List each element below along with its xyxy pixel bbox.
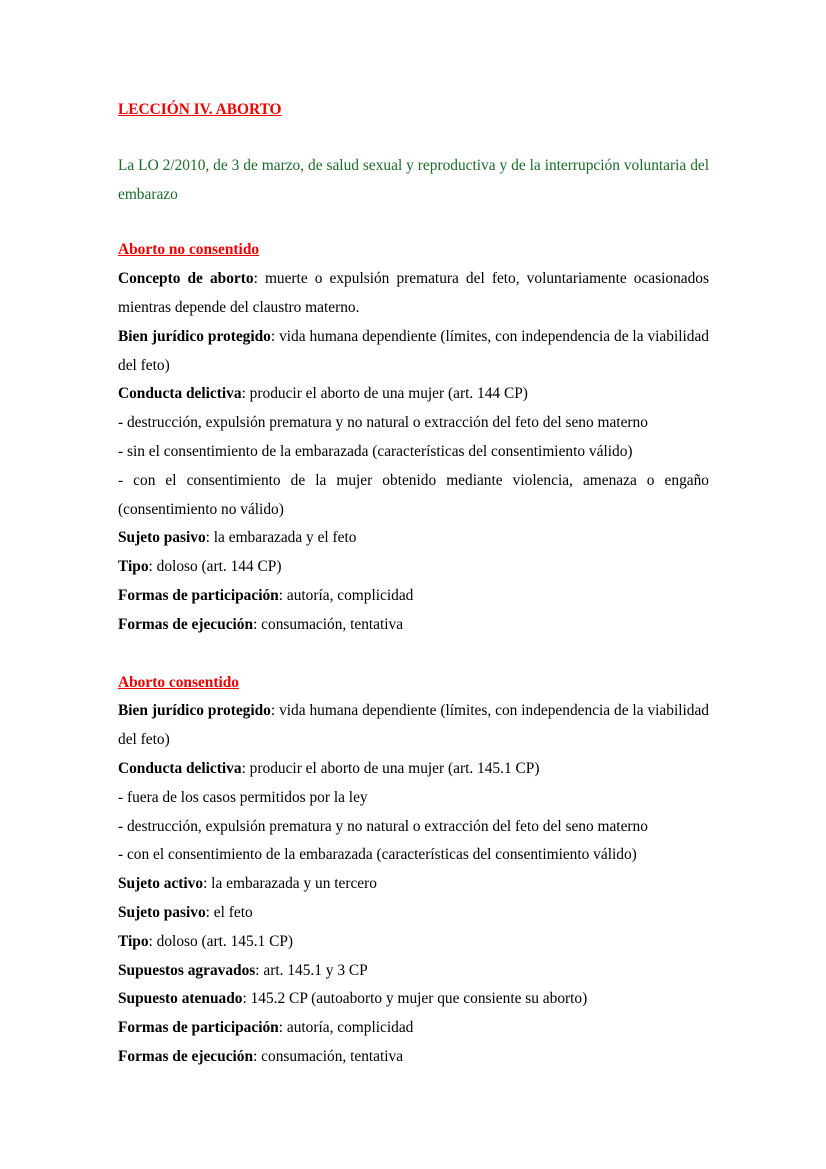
list-item xyxy=(118,438,709,467)
item-text: : autoría, complicidad xyxy=(278,1019,414,1037)
item-text: : vida humana dependiente (límites, con independencia de la viabilidad del feto) xyxy=(118,702,709,749)
list-item xyxy=(118,899,709,928)
item-term: Supuestos agravados xyxy=(118,961,256,979)
item-text: : la embarazada y un tercero xyxy=(203,875,377,893)
item-text: : vida humana dependiente (límites, con independencia de la viabilidad del feto) xyxy=(118,327,709,374)
item-text: : doloso (art. 145.1 CP) xyxy=(148,932,294,950)
item-text: - destrucción, expulsión prematura y no natural o extracción del feto del seno materno xyxy=(118,414,648,432)
item-text: : la embarazada y el feto xyxy=(205,529,357,547)
list-item xyxy=(118,985,709,1014)
item-term: Tipo xyxy=(118,932,149,950)
item-text: : producir el aborto de una mujer (art. 145.1 CP) xyxy=(241,759,540,777)
list-item xyxy=(118,1043,709,1072)
item-term: Bien jurídico protegido xyxy=(118,327,271,345)
list-item xyxy=(118,380,709,409)
list-item xyxy=(118,957,709,986)
list-item xyxy=(118,1014,709,1043)
list-item xyxy=(118,409,709,438)
item-term: Tipo xyxy=(118,558,149,576)
item-text: : doloso (art. 144 CP) xyxy=(148,558,282,576)
item-text: : consumación, tentativa xyxy=(253,1047,404,1065)
item-text: : muerte o expulsión prematura del feto, voluntariamente ocasionados mientras depende del claustro materno. xyxy=(118,270,709,316)
section-2 xyxy=(118,669,709,1072)
item-term: Formas de ejecución xyxy=(118,615,254,633)
item-term: Sujeto pasivo xyxy=(118,529,206,547)
page-title: LECCIÓN IV. ABORTO xyxy=(118,101,282,118)
item-text: : art. 145.1 y 3 CP xyxy=(255,961,368,979)
item-term: Conducta delictiva xyxy=(118,385,242,403)
item-text: - con el consentimiento de la embarazada (características del consentimiento válido) xyxy=(118,846,637,864)
list-item xyxy=(118,870,709,899)
item-text: - con el consentimiento de la mujer obtenido mediante violencia, amenaza o engaño (consentimiento no válido) xyxy=(118,471,709,518)
section-1 xyxy=(118,236,709,639)
list-item xyxy=(118,697,709,755)
document-page xyxy=(118,96,709,1101)
sections-container xyxy=(118,236,709,1071)
item-text: : autoría, complicidad xyxy=(278,586,414,604)
section-heading: Aborto no consentido xyxy=(118,241,260,259)
item-term: Formas de participación xyxy=(118,586,279,604)
item-text: : 145.2 CP (autoaborto y mujer que consiente su aborto) xyxy=(242,990,588,1008)
item-term: Sujeto pasivo xyxy=(118,903,206,921)
item-text: : consumación, tentativa xyxy=(253,615,404,633)
item-text: - destrucción, expulsión prematura y no natural o extracción del feto del seno materno xyxy=(118,817,648,835)
item-term: Formas de ejecución xyxy=(118,1047,254,1065)
item-term: Formas de participación xyxy=(118,1019,279,1037)
item-term: Bien jurídico protegido xyxy=(118,702,271,720)
section-heading: Aborto consentido xyxy=(118,673,239,691)
item-text: - sin el consentimiento de la embarazada (características del consentimiento válido) xyxy=(118,442,633,460)
item-text: : el feto xyxy=(205,903,253,921)
item-term: Sujeto activo xyxy=(118,875,204,893)
item-term: Supuesto atenuado xyxy=(118,990,243,1008)
list-item xyxy=(118,524,709,553)
item-text: : producir el aborto de una mujer (art. 144 CP) xyxy=(241,385,528,403)
list-item xyxy=(118,323,709,381)
list-item xyxy=(118,813,709,842)
list-item xyxy=(118,553,709,582)
list-item xyxy=(118,265,709,323)
item-term: Conducta delictiva xyxy=(118,759,242,777)
list-item xyxy=(118,755,709,784)
list-item xyxy=(118,928,709,957)
intro-paragraph: La LO 2/2010, de 3 de marzo, de salud sexual y reproductiva y de la interrupción voluntaria del embarazo xyxy=(118,156,709,203)
item-text: - fuera de los casos permitidos por la ley xyxy=(118,788,368,806)
list-item xyxy=(118,582,709,611)
list-item xyxy=(118,467,709,525)
list-item xyxy=(118,841,709,870)
list-item xyxy=(118,784,709,813)
item-term: Concepto de aborto xyxy=(118,270,254,288)
list-item xyxy=(118,611,709,640)
